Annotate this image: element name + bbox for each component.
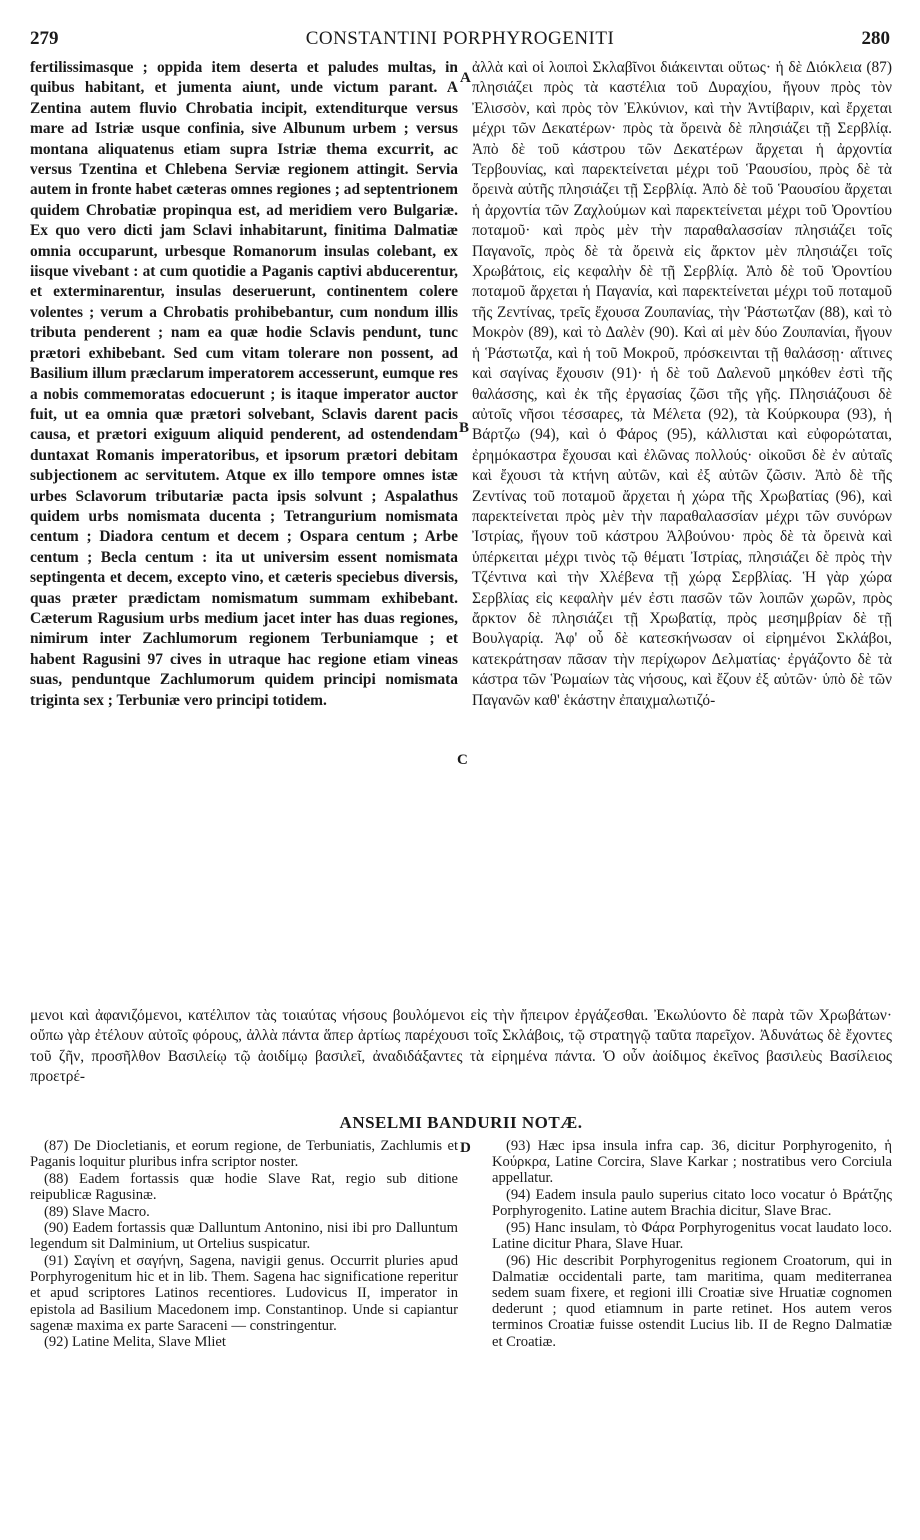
latin-paragraph: fertilissimasque ; oppida item deserta et paludes multas, in quibus habitant, et jumenta aiunt, unde victum parant. A Zentina autem fluvio Chrobatia incipit, extenditurque versus mare ad Istriæ usque confinia, sive Albunum urbem ; versus montana aliquatenus etiam supra Istriæ thema excurrit, ac versus Tzentina et Chlebena Serviæ regionem attingit. Servia autem in fronte habet cæteras omnes regiones ; ad septentrionem quidem Chrobatiæ propinqua est, ad meridiem vero Bulgariæ. Ex quo vero dicti jam Sclavi inhabitarunt, finitima Dalmatiæ omnia occuparunt, urbesque Romanorum insulas colebant, ex iisque vivebant : at cum quotidie a Paganis captivi abducerentur, et exterminarentur, insulas deseruerunt, continentem colere volentes ; verum a Chrobatis prohibebantur, cum nondum illis tributa penderent ; nam ea quæ hodie Sclavis pendunt, tunc prætori exhibebant. Sed cum vitam tolerare non possent, ad Basilium illum præclarum imperatorem accesserunt, eumque res a nobis commemoratas edocuerunt ; is itaque imperator auctor fuit, ut ea omnia quæ prætori solvebant, Sclavis darent pacis causa, et prætori exiguum aliquid penderent, ad ostendendam duntaxat Romanis imperatoribus, et ipsorum prætori debitam subjectionem ac servitutem. Atque ex illo tempore omnes istæ urbes Sclavorum tributariæ pacta ipsis solvunt ; Aspalathus quidem urbs nomismata ducenta ; Tetrangurium nomismata centum ; Diadora centum et decem ; Ospara centum ; Arbe centum ; Becla centum : ita ut universim essent nomismata septingenta et decem, excepto vino, et cæteris speciebus diversis, quas præter prædictam nomismatum summam exhibebant. Cæterum Ragusium urbs medium jacet inter has duas regiones, nimirum inter Zachlumorum regionem Terbuniamque ; et habent Ragusini 97 cives in utraque hac regione etiam vineas suas, penduntque Zachlumorum quidem principi nomismata triginta sex ; Terbuniæ vero principi totidem. <box>30 59 458 709</box>
page-header <box>30 28 890 54</box>
footnote: (96) Hic describit Porphyrogenitus regionem Croatorum, qui in Dalmatiæ occidentali parte, tam maritima, quam mediterranea sedem suam fixere, et regioni illi Croatiæ sive Hruatiæ cognomen dederunt ; quod etiamnum in parte retinet. Hos autem veros terminos Croatiæ fuisse ostendit Lucius lib. II de Regno Dalmatiæ et Croatiæ. <box>492 1252 892 1350</box>
left-page-number: 279 <box>30 28 59 49</box>
footnote: (95) Hanc insulam, τὸ Φάρα Porphyrogenitus vocat laudato loco. Latine dicitur Phara, Slave Huar. <box>492 1219 892 1252</box>
footnote: (88) Eadem fortassis quæ hodie Slave Rat, regio sub ditione reipublicæ Ragusinæ. <box>30 1170 458 1203</box>
footnote: (92) Latine Melita, Slave Mliet <box>44 1334 226 1351</box>
footnote: (87) De Diocletianis, et eorum regione, de Terbuniatis, Zachlumis et Paganis loquitur pluribus infra scriptor noster. <box>30 1138 458 1171</box>
latin-translation-column <box>30 58 458 711</box>
footnote: (94) Eadem insula paulo superius citato loco vocatur ὁ Βράτζης Porphyrogenito. Latine autem Brachia dicitur, Slave Brac. <box>492 1187 892 1220</box>
notes-heading: ANSELMI BANDURII NOTÆ. <box>339 1113 583 1132</box>
section-marker-b: B <box>459 420 470 436</box>
notes-right-column <box>492 1138 892 1350</box>
section-marker-d: D <box>460 1140 471 1156</box>
greek-paragraph: ἀλλὰ καὶ οἱ λοιποὶ Σκλαβῖνοι διάκεινται οὕτως· ἡ δὲ Διόκλεια (87) πλησιάζει πρὸς τὰ καστέλια τοῦ Δυραχίου, ἤγουν πρὸς τὸν Ἐλισσὸν, καὶ πρὸς τὸν Ἐλκύνιον, καὶ τὴν Ἀντίβαριν, καὶ ἔρχεται μέχρι τῶν Δεκατέρων· πρὸς τὰ ὄρεινὰ δὲ πλησιάζει τῇ Σερβλίᾳ. Ἀπὸ δὲ τοῦ κάστρου τῶν Δεκατέρων ἄρχεται ἡ ἀρχοντία Τερβουνίας, καὶ παρεκτείνεται μέχρι τοῦ Ῥαουσίου, πρὸς δὲ τὰ ὄρεινὰ αὐτῆς πλησιάζει τῇ Σερβλίᾳ. Ἀπὸ δὲ τοῦ Ῥαουσίου ἄρχεται ἡ ἀρχοντία τῶν Ζαχλούμων καὶ παρεκτείνεται μέχρι τοῦ Ὀροντίου ποταμοῦ· καὶ πρὸς μὲν τὴν παραθαλασσίαν πλησιάζει τοῖς Παγανοῖς, πρὸς δὲ τὰ ὄρεινὰ εἰς ἄρκτον μὲν πλησιάζει τοῖς Χρωβάτοις, εἰς κεφαλὴν δὲ τῇ Σερβλίᾳ. Ἀπὸ δὲ τοῦ Ὀροντίου ποταμοῦ ἄρχεται ἡ Παγανία, καὶ παρεκτείνεται μέχρι τοῦ ποταμοῦ τῆς Ζεντίνας, τρεῖς ἔχουσα Ζουπανίας, τὴν Ῥάστωτζαν (88), καὶ τὸ Μοκρὸν (89), καὶ τὸ Δαλὲν (90). Καὶ αἱ μὲν δύο Ζουπανίαι, ἤγουν ἡ Ῥάστωτζα, καὶ ἡ τοῦ Μοκροῦ, πρόσκεινται τῇ θαλάσσῃ· αἵτινες καὶ σαγίνας ἔχουσιν (91)· ἡ δὲ τοῦ Δαλενοῦ μηκόθεν ἐστὶ τῆς θαλάσσης, καὶ ἐκ τῆς ἐργασίας ζῶσι τῆς γῆς. Πλησιάζουσι δὲ αὐτοῖς νῆσοι τέσσαρες, τὰ Μέλετα (92), τὰ Κούρκουρα (93), ἡ Βάρτζω (94), καὶ ὁ Φάρος (95), κάλλισται καὶ εὐφορώταται, ἐρημόκαστρα ἔχουσαι καὶ ἐλῶνας πολλούς· οἰκοῦσι δὲ ἐν αὐταῖς καὶ ἔχουσι τὰ κτήνη αὐτῶν, καὶ ἐξ αὐτῶν ζῶσιν. Ἀπὸ δὲ τῆς Ζεντίνας τοῦ ποταμοῦ ἄρχεται ἡ χώρα τῆς Χρωβατίας (96), καὶ παρεκτείνεται πρὸς μὲν τὴν παραθαλασσίαν μέχρι τῶν συνόρων Ἰστρίας, ἤγουν τοῦ κάστρου Ἀλβούνου· πρὸς δὲ τὰ ὄρεινὰ καὶ ὑπέρκειται μέχρι τινὸς τῷ θέματι Ἰστρίας, πλησιάζει δὲ πρὸς τὴν Τζέντινα καὶ τὴν Χλέβενα τῇ χώρᾳ Σερβλίας. Ἡ γὰρ χώρα Σερβλίας εἰς κεφαλὴν μέν ἐστι πασῶν τῶν λοιπῶν χωρῶν, πρὸς ἄρκτον δὲ πλησιάζει τῇ Χρωβατίᾳ, πρὸς μεσημβρίαν δὲ τῇ Βουλγαρίᾳ. Ἀφ' οὗ δὲ κατεσκήνωσαν οἱ εἰρημένοι Σκλάβοι, κατεκράτησαν πᾶσαν τὴν περίχωρον Δελματίας· ἐργάζοντο δὲ τὰ κάστρα τῶν Ῥωμαίων τὰς νήσους, καὶ ἔζουν ἐξ αὐτῶν· ὑπὸ δὲ τῶν Παγανῶν καθ' ἑκάστην ἐπαιχμαλωτιζό- <box>472 59 892 709</box>
greek-continuation-paragraph: μενοι καὶ ἀφανιζόμενοι, κατέλιπον τὰς τοιαύτας νήσους βουλόμενοι εἰς τὴν ἤπειρον ἐργάζεσθαι. Ἐκωλύοντο δὲ παρὰ τῶν Χρωβάτων· οὔπω γὰρ ἐτέλουν αὐτοῖς φόρους, ἀλλὰ πάντα ἅπερ ἀρτίως παρέχουσι τοῖς Σκλάβοις, τῷ στρατηγῷ ταῦτα παρεῖχον. Ἀδυνάτως δὲ ἔχοντες τοῦ ζῆν, προσῆλθον Βασιλείῳ τῷ ἀοιδίμῳ βασιλεῖ, ἀναδιδάξαντες τὰ εἰρημένα πάντα. Ὁ οὖν ἀοίδιμος ἐκεῖνος βασιλεὺς Βασίλειος προετρέ- <box>30 1007 892 1086</box>
greek-original-column <box>472 58 892 711</box>
running-title: CONSTANTINI PORPHYROGENITI <box>305 28 615 49</box>
footnote: (89) Slave Macro. <box>44 1203 150 1220</box>
footnote: (93) Hæc ipsa insula infra cap. 36, dicitur Porphyrogenito, ἡ Κούρκρα, Latine Corcira, Slave Karkar ; nostratibus vero Corciula appellatur. <box>492 1138 892 1187</box>
section-marker-c: C <box>457 752 468 768</box>
section-marker-a: A <box>460 70 471 86</box>
footnote: (90) Eadem fortassis quæ Dalluntum Antonino, nisi ibi pro Dalluntum legendum sit Dalminium, ut Ortelius suspicatur. <box>30 1220 458 1253</box>
footnote: (91) Σαγίνη et σαγήνη, Sagena, navigii genus. Occurrit pluries apud Porphyrogenitum hic et in lib. Them. Sagena hac significatione reperitur et apud scriptores Latinos recentiores. Ludovicus II, imperator in epistola ad Basilium Macedonem imp. Constantinop. Unde si capiantur sagenæ maxima ex parte Saraceni — constringentur. <box>30 1252 458 1334</box>
right-page-number: 280 <box>861 28 890 49</box>
greek-fullwidth-continuation <box>30 1006 892 1088</box>
notes-left-column <box>30 1138 458 1351</box>
